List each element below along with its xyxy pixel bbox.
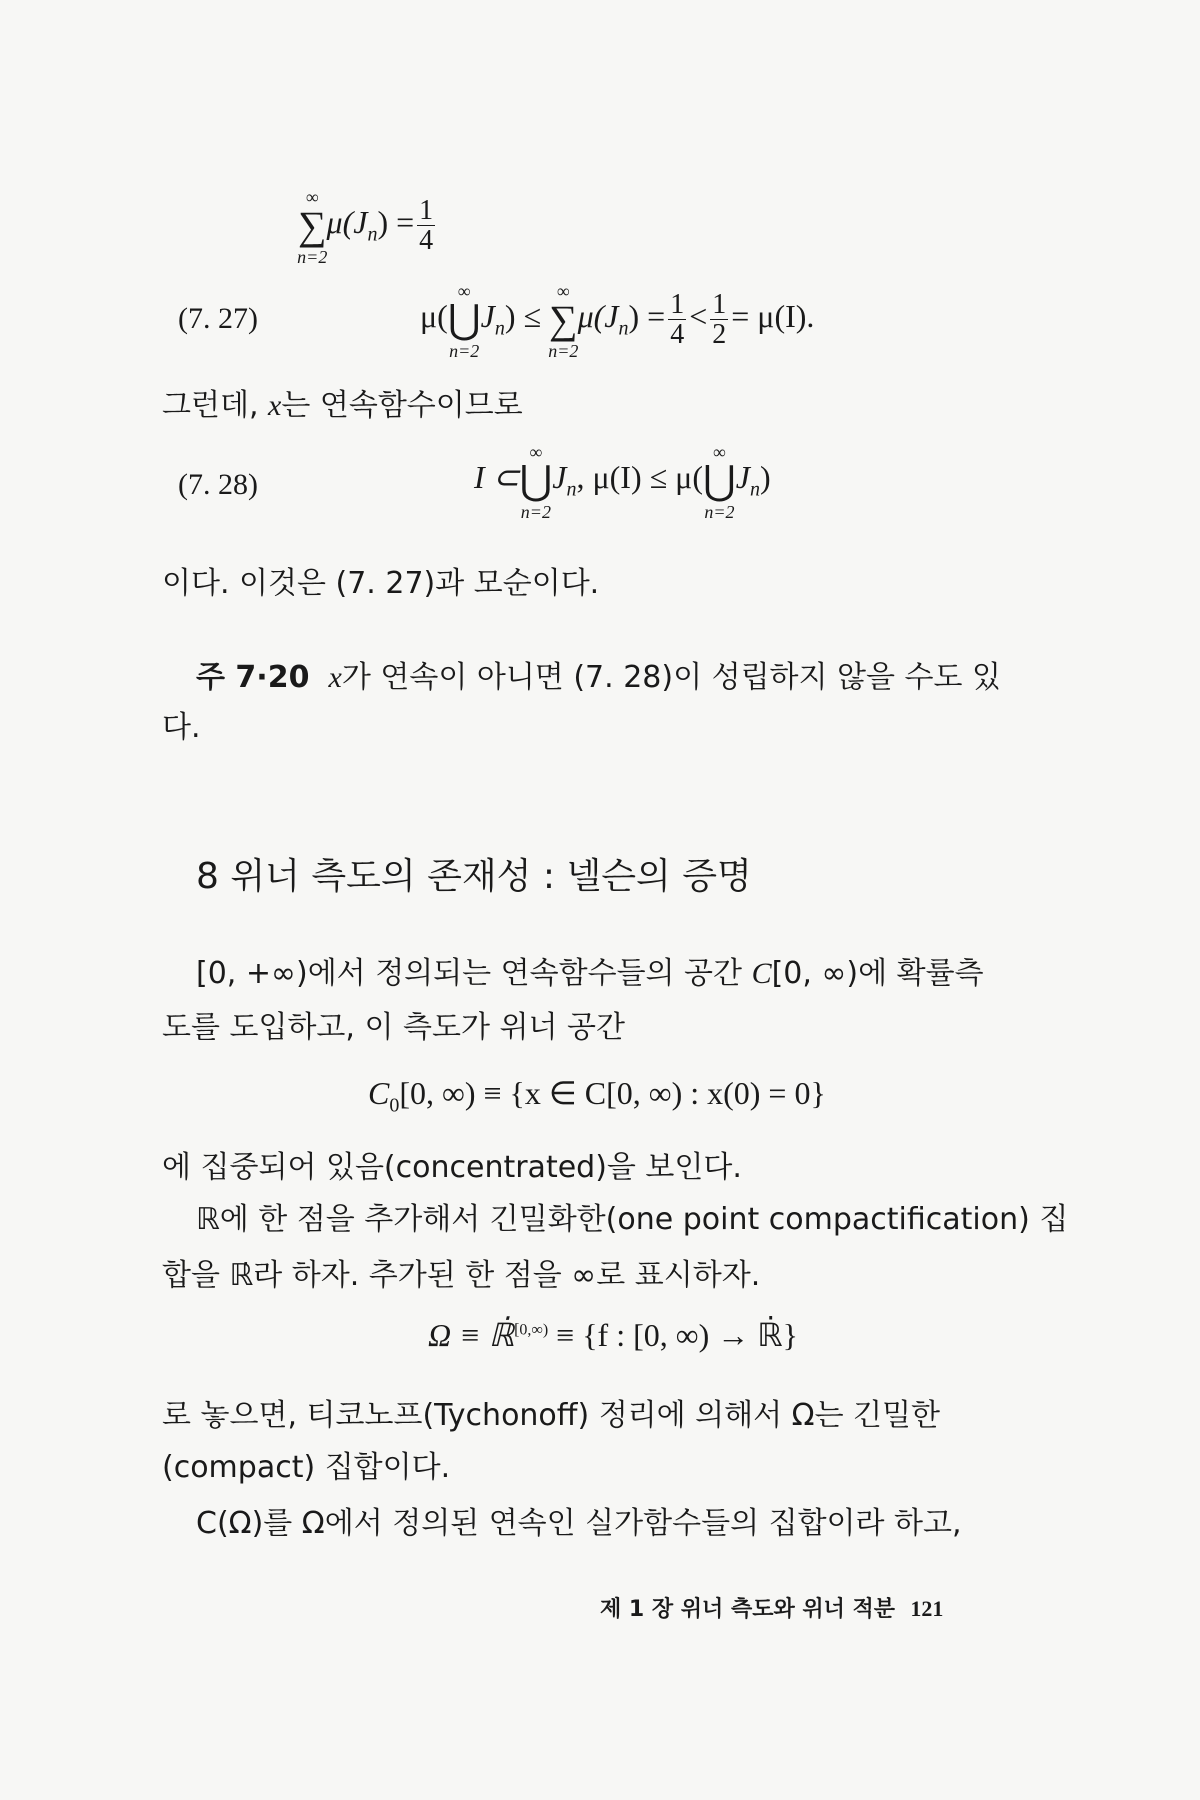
paragraph-1-line-3: 에 집중되어 있음(concentrated)을 보인다. <box>162 1150 742 1185</box>
page-number: 121 <box>910 1596 944 1621</box>
equation-number-7-28: (7. 28) <box>178 468 258 501</box>
section-heading: 8 위너 측도의 존재성 : 넬슨의 증명 <box>196 856 752 897</box>
paragraph-4-line-1: C(Ω)를 Ω에서 정의된 연속인 실가함수들의 집합이라 하고, <box>196 1506 962 1541</box>
sum-symbol: ∑ ∞ n=2 <box>548 280 579 361</box>
equation-7-27: μ(⋃ ∞ n=2 $J_n$) ≤ ∑ ∞ n=2 $\mu(J_n)$ = $\frac{1}{4}$ < $\frac{1}{2}$ = μ(I). <box>420 280 815 361</box>
paragraph-3-line-2: (compact) 집합이다. <box>162 1450 451 1485</box>
equation-number-7-27: (7. 27) <box>178 302 258 335</box>
union-symbol: ⋃ ∞ n=2 <box>519 441 553 522</box>
paragraph-1-line-1: [0, +∞)에서 정의되는 연속함수들의 공간 C[0, ∞)에 확률측 <box>196 956 984 991</box>
paragraph-contradiction: 이다. 이것은 (7. 27)과 모순이다. <box>162 566 600 601</box>
equation-7-28: I ⊂⋃ ∞ n=2 $J_n$, μ(I) ≤ μ(⋃ ∞ n=2 $J_n$) <box>474 441 771 522</box>
sum-equation: ∑ ∞ n=2 $\mu(J_n)$ = $\frac{1}{4}$ <box>297 186 434 267</box>
paragraph-3-line-1: 로 놓으면, 티코노프(Tychonoff) 정리에 의해서 Ω는 긴밀한 <box>162 1398 941 1433</box>
note-7-20-end: 다. <box>162 710 201 745</box>
chapter-title: 제 1 장 위너 측도와 위너 적분 <box>600 1597 896 1622</box>
paragraph-continuity: 그런데, x는 연속함수이므로 <box>162 388 523 423</box>
page-footer <box>600 1592 943 1623</box>
sum-symbol: ∑ ∞ n=2 <box>297 186 328 267</box>
union-symbol: ⋃ ∞ n=2 <box>447 280 481 361</box>
omega-formula: Ω ≡ ℝ̇$^{[0,\infty)}$ ≡ {f : [0, ∞) → ℝ̇} <box>428 1317 798 1353</box>
wiener-space-formula: $C_0[0$, ∞) ≡ {x ∈ C[0, ∞) : x(0) = 0} <box>368 1075 826 1117</box>
fraction: $\frac{1}{2}$ <box>712 289 727 351</box>
fraction: $\frac{1}{4}$ <box>419 195 434 257</box>
note-label: 주 7·20 <box>196 660 310 695</box>
fraction: $\frac{1}{4}$ <box>670 289 685 351</box>
paragraph-2-line-1: ℝ에 한 점을 추가해서 긴밀화한(one point compactification) 집 <box>196 1202 1069 1237</box>
note-7-20: 주 7·20 x가 연속이 아니면 (7. 28)이 성립하지 않을 수도 있 <box>196 660 1002 695</box>
union-symbol: ⋃ ∞ n=2 <box>702 441 736 522</box>
paragraph-2-line-2: 합을 ℝ̇라 하자. 추가된 한 점을 ∞로 표시하자. <box>162 1258 761 1293</box>
paragraph-1-line-2: 도를 도입하고, 이 측도가 위너 공간 <box>162 1010 625 1045</box>
